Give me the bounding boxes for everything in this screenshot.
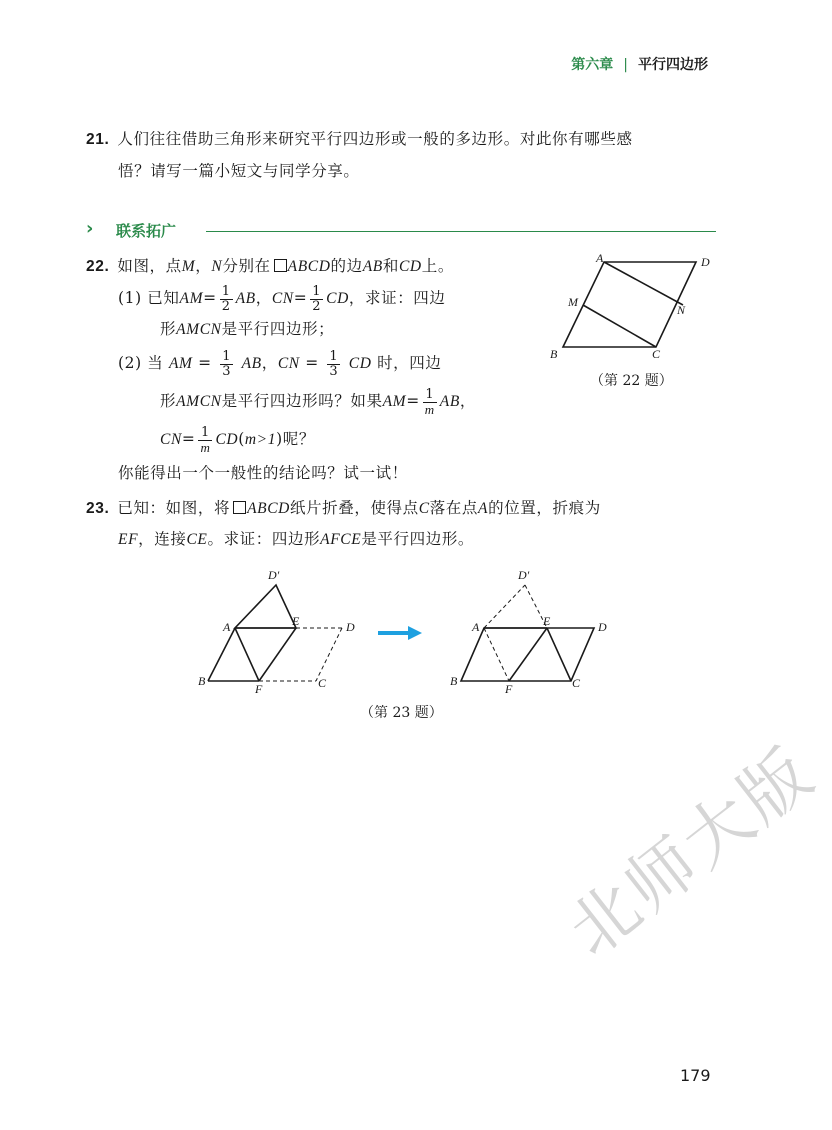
page-number: 179 — [680, 1066, 711, 1085]
q21-line1: 人们往往借助三角形来研究平行四边形或一般的多边形。对此你有哪些感 — [117, 130, 633, 148]
segment-ef — [509, 628, 547, 681]
dashed-dc — [316, 628, 342, 681]
chapter-title: 平行四边形 — [638, 57, 708, 73]
numerator: 1 — [423, 388, 437, 403]
var-cn: CN — [160, 431, 182, 449]
folded-triangle-left — [235, 585, 296, 628]
text: 已知：如图，将 — [117, 499, 231, 517]
var-a: A — [478, 500, 489, 517]
var-abcd: ABCD — [247, 500, 290, 517]
text: 是平行四边形； — [221, 320, 335, 338]
segment-ec — [547, 628, 571, 681]
dashed-af — [484, 628, 509, 681]
condition: m>1 — [244, 431, 277, 449]
text: ， — [195, 257, 212, 275]
label-a: A — [223, 620, 231, 634]
label-a: A — [472, 620, 480, 634]
figure-23 — [180, 565, 630, 700]
var-ab: AB — [439, 393, 460, 411]
denominator: m — [424, 401, 435, 417]
question-23 — [86, 497, 726, 520]
text: 形 — [160, 320, 177, 338]
running-header — [571, 54, 708, 74]
label-d: D — [598, 620, 607, 634]
denominator: 3 — [329, 363, 339, 379]
numerator: 1 — [222, 349, 232, 364]
part-label: (2) — [118, 354, 142, 373]
var-cd: CD — [215, 431, 239, 449]
var-ef: EF — [118, 531, 139, 548]
parallelogram-symbol — [233, 501, 246, 514]
q23-number: 23. — [86, 500, 110, 517]
label-n: N — [677, 303, 686, 317]
fraction-one-over-m — [198, 426, 212, 454]
fraction-one-over-m — [423, 388, 437, 416]
q22-part1-line2 — [160, 318, 334, 341]
numerator: 1 — [329, 349, 339, 364]
label-b: B — [450, 674, 458, 688]
label-dprime: D′ — [518, 568, 530, 582]
text: 纸片折叠，使得点 — [289, 499, 419, 517]
label-c: C — [318, 676, 327, 690]
dashed-ad-prime — [484, 585, 525, 628]
var-afce: AFCE — [320, 531, 362, 548]
caption-23: （第 23 题） — [360, 705, 443, 721]
text: 形 — [160, 392, 177, 411]
q21-line2: 悟？请写一篇小短文与同学分享。 — [118, 162, 360, 180]
fraction-one-half — [220, 285, 233, 313]
text: 上。 — [421, 257, 454, 275]
figure-22 — [540, 250, 730, 365]
var-cd: CD — [348, 355, 372, 373]
label-b: B — [198, 674, 206, 688]
question-21 — [86, 128, 726, 151]
label-b: B — [550, 347, 558, 361]
watermark: 北师大版 — [554, 732, 830, 973]
text: ，求证：四边 — [348, 289, 446, 308]
var-abcd: ABCD — [287, 258, 331, 275]
label-dprime: D′ — [268, 568, 280, 582]
figure-23-after — [450, 568, 607, 696]
equals: = — [203, 289, 217, 308]
q22-part1-line1: (1) 已知AM= $\frac{1}{2}$ AB，CN= $\frac{1}{2}$ CD，求证：四边 — [118, 284, 446, 314]
equals: = — [293, 289, 308, 308]
segment-ab — [208, 628, 235, 681]
q22-part2-line3 — [160, 426, 315, 454]
var-n: N — [211, 258, 223, 275]
denominator: 2 — [312, 298, 322, 314]
q23-line2 — [118, 528, 474, 551]
label-f: F — [505, 682, 513, 696]
var-ab: AB — [362, 258, 383, 275]
q22-part2-line2: 形AMCN是平行四边形吗？如果AM= $\frac{1}{m}$ AB， — [160, 387, 477, 417]
numerator: 1 — [198, 426, 212, 441]
var-amcn: AMCN — [176, 393, 222, 411]
numerator: 1 — [312, 284, 322, 299]
caption-22: （第 22 题） — [590, 373, 673, 389]
equals: = — [305, 354, 319, 373]
equals: = — [406, 392, 420, 411]
text: 是平行四边形吗？如果 — [221, 392, 383, 411]
var-cd: CD — [398, 258, 422, 275]
numerator: 1 — [221, 284, 231, 299]
var-amcn: AMCN — [176, 321, 222, 338]
text: 的位置，折痕为 — [488, 499, 601, 517]
parallelogram-symbol — [274, 259, 287, 272]
fraction-one-third — [327, 350, 340, 378]
text: ，连接 — [138, 530, 187, 548]
label-f: F — [255, 682, 263, 696]
text: 已知 — [147, 289, 180, 308]
var-ce: CE — [186, 531, 208, 548]
denominator: 2 — [221, 298, 231, 314]
var-m: M — [181, 258, 196, 275]
section-header — [86, 218, 716, 244]
text: 时，四边 — [377, 354, 442, 373]
q22-part2-line4: 你能得出一个一般性的结论吗？试一试！ — [118, 464, 408, 482]
fraction-one-half — [310, 285, 323, 313]
text: )呢？ — [276, 430, 315, 449]
label-e: E — [543, 614, 551, 628]
chevron-right-icon: › — [86, 218, 94, 239]
label-d: D — [701, 255, 710, 269]
q21-number: 21. — [86, 131, 110, 148]
text: 是平行四边形。 — [361, 530, 475, 548]
fraction-one-third — [220, 350, 233, 378]
q22-number: 22. — [86, 258, 110, 275]
var-am: AM — [179, 290, 204, 308]
text: 分别在 — [222, 257, 271, 275]
figure-23-before — [198, 568, 355, 696]
arrow-right-icon — [378, 626, 422, 640]
denominator: m — [200, 439, 211, 455]
var-c: C — [418, 500, 430, 517]
var-ab: AB — [241, 355, 262, 373]
text: 的边 — [330, 257, 363, 275]
text: 如图，点 — [117, 257, 182, 275]
section-title: 联系拓广 — [116, 222, 177, 240]
text: 当 — [147, 354, 164, 373]
var-am: AM — [382, 393, 407, 411]
equals: = — [198, 354, 212, 373]
var-cn: CN — [271, 290, 294, 308]
var-am: AM — [168, 355, 193, 373]
question-22 — [86, 255, 454, 278]
text: 。求证：四边形 — [207, 530, 321, 548]
text: ( — [238, 430, 245, 449]
text: 和 — [382, 257, 399, 275]
equals: = — [181, 430, 196, 449]
var-cd: CD — [326, 290, 349, 308]
label-e: E — [292, 614, 300, 628]
label-c: C — [572, 676, 581, 690]
header-separator: | — [623, 57, 628, 73]
segment-af — [235, 628, 259, 681]
var-ab: AB — [235, 290, 256, 308]
label-d: D — [346, 620, 355, 634]
segment-an — [604, 262, 683, 305]
text: 落在点 — [429, 499, 479, 517]
var-cn: CN — [277, 355, 300, 373]
section-divider — [206, 231, 716, 232]
denominator: 3 — [222, 363, 232, 379]
part-label: (1) — [118, 289, 142, 308]
chapter-label: 第六章 — [571, 57, 614, 73]
label-a: A — [596, 251, 604, 265]
q22-part2-line1: (2) 当 AM = $\frac{1}{3}$ AB，CN = $\frac{1}{3}$ CD 时，四边 — [118, 349, 442, 379]
segment-mc — [583, 305, 656, 347]
label-m: M — [568, 295, 578, 309]
label-c: C — [652, 347, 661, 361]
segment-ef — [259, 628, 296, 681]
